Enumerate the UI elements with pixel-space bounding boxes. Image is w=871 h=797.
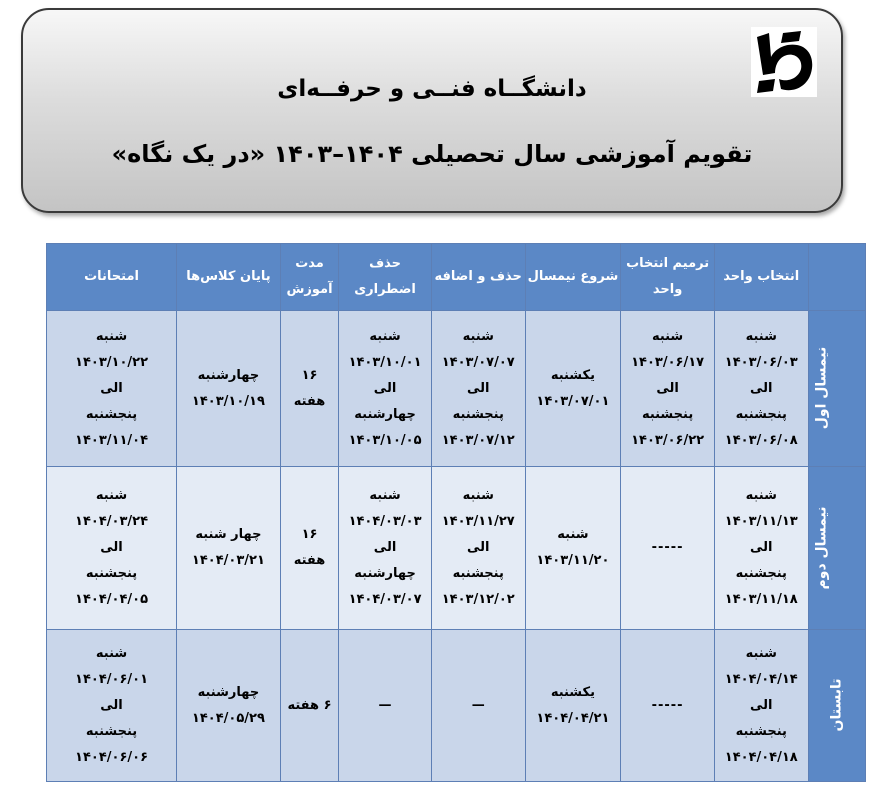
table-cell: یکشنبه ۱۴۰۴/۰۴/۲۱ bbox=[525, 630, 621, 782]
row-label: تابستان bbox=[828, 678, 845, 732]
table-cell: یکشنبه ۱۴۰۳/۰۷/۰۱ bbox=[525, 311, 621, 467]
column-header: امتحانات bbox=[47, 244, 177, 311]
row-label-cell bbox=[808, 467, 865, 630]
header-banner bbox=[21, 8, 843, 213]
table-cell: شنبه ۱۴۰۳/۱۰/۰۱ الی چهارشنبه ۱۴۰۳/۱۰/۰۵ bbox=[339, 311, 432, 467]
column-header: حذف و اضافه bbox=[431, 244, 525, 311]
table-cell: شنبه ۱۴۰۴/۰۳/۰۳ الی چهارشنبه ۱۴۰۴/۰۳/۰۷ bbox=[339, 467, 432, 630]
table-cell: چهار شنبه ۱۴۰۴/۰۳/۲۱ bbox=[177, 467, 281, 630]
table-cell: ۱۶ هفته bbox=[280, 311, 338, 467]
table-cell: شنبه ۱۴۰۳/۰۶/۱۷ الی پنجشنبه ۱۴۰۳/۰۶/۲۲ bbox=[621, 311, 715, 467]
table-cell: ۱۶ هفته bbox=[280, 467, 338, 630]
table-cell: — bbox=[431, 630, 525, 782]
table-cell: شنبه ۱۴۰۳/۱۰/۲۲ الی پنجشنبه ۱۴۰۳/۱۱/۰۴ bbox=[47, 311, 177, 467]
calendar-title: تقویم آموزشی سال تحصیلی ۱۴۰۴–۱۴۰۳ «در یک نگاه» bbox=[111, 140, 753, 168]
university-logo-icon bbox=[751, 27, 817, 97]
row-label-cell bbox=[808, 630, 865, 782]
row-label-cell bbox=[808, 311, 865, 467]
table-cell: ۶ هفته bbox=[280, 630, 338, 782]
column-header: مدت آموزش bbox=[280, 244, 338, 311]
table-cell: شنبه ۱۴۰۳/۰۶/۰۳ الی پنجشنبه ۱۴۰۳/۰۶/۰۸ bbox=[714, 311, 808, 467]
header-row bbox=[47, 244, 866, 311]
row-label: نیمسال دوم bbox=[813, 505, 830, 590]
corner-cell bbox=[808, 244, 865, 311]
table-row bbox=[47, 311, 866, 467]
table-row bbox=[47, 467, 866, 630]
column-header: ترمیم انتخاب واحد bbox=[621, 244, 715, 311]
table-cell: شنبه ۱۴۰۳/۱۱/۲۷ الی پنجشنبه ۱۴۰۳/۱۲/۰۲ bbox=[431, 467, 525, 630]
column-header: انتخاب واحد bbox=[714, 244, 808, 311]
table-cell: چهارشنبه ۱۴۰۴/۰۵/۲۹ bbox=[177, 630, 281, 782]
table-cell: ----- bbox=[621, 467, 715, 630]
table-cell: ----- bbox=[621, 630, 715, 782]
table-cell: شنبه ۱۴۰۳/۱۱/۲۰ bbox=[525, 467, 621, 630]
row-label: نیمسال اول bbox=[813, 346, 830, 430]
academic-calendar-table bbox=[46, 243, 866, 782]
table-cell: — bbox=[339, 630, 432, 782]
table-cell: شنبه ۱۴۰۳/۱۱/۱۳ الی پنجشنبه ۱۴۰۳/۱۱/۱۸ bbox=[714, 467, 808, 630]
university-name: دانشگــاه فنــی و حرفــه‌ای bbox=[277, 76, 587, 102]
table-cell: شنبه ۱۴۰۴/۰۳/۲۴ الی پنجشنبه ۱۴۰۴/۰۴/۰۵ bbox=[47, 467, 177, 630]
table-cell: چهارشنبه ۱۴۰۳/۱۰/۱۹ bbox=[177, 311, 281, 467]
column-header: پایان کلاس‌ها bbox=[177, 244, 281, 311]
table-row bbox=[47, 630, 866, 782]
table-cell: شنبه ۱۴۰۴/۰۶/۰۱ الی پنجشنبه ۱۴۰۴/۰۶/۰۶ bbox=[47, 630, 177, 782]
table-cell: شنبه ۱۴۰۴/۰۴/۱۴ الی پنجشنبه ۱۴۰۴/۰۴/۱۸ bbox=[714, 630, 808, 782]
column-header: حذف اضطراری bbox=[339, 244, 432, 311]
table-cell: شنبه ۱۴۰۳/۰۷/۰۷ الی پنجشنبه ۱۴۰۳/۰۷/۱۲ bbox=[431, 311, 525, 467]
column-header: شروع نیمسال bbox=[525, 244, 621, 311]
